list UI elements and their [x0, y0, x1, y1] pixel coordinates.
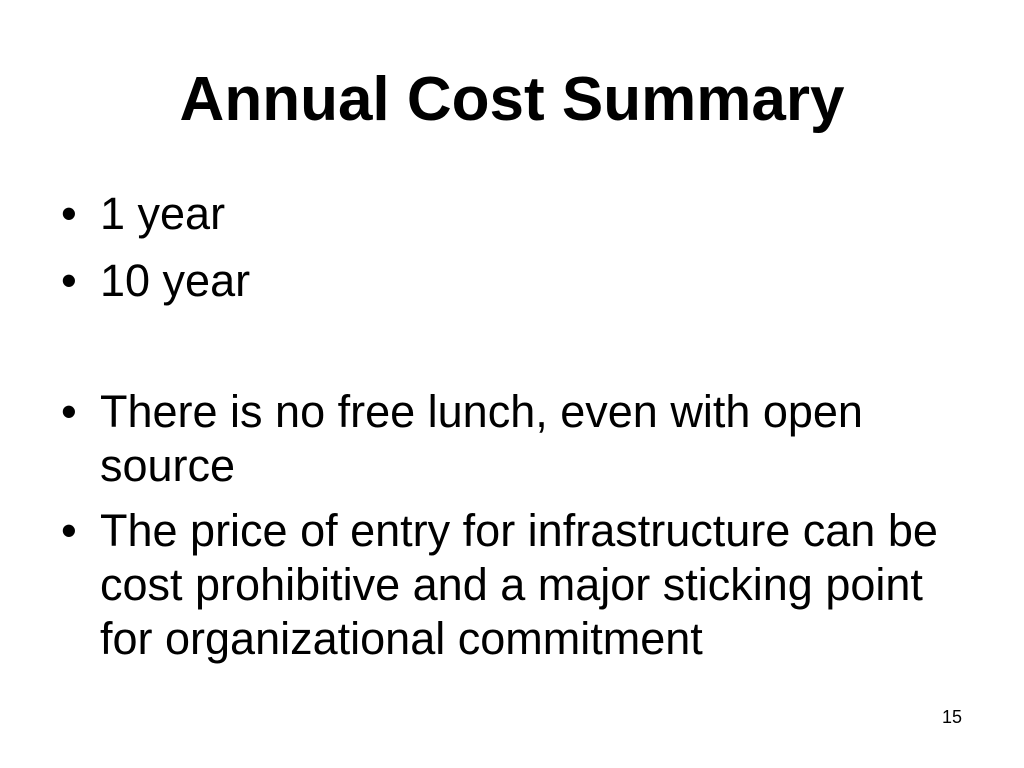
bullet-marker: •: [61, 188, 77, 239]
bullet-item: [0, 504, 970, 666]
bullet-text: There is no free lunch, even with open source: [100, 386, 863, 491]
bullet-marker: •: [61, 255, 77, 306]
bullet-marker: •: [61, 386, 77, 437]
bullet-text: 10 year: [100, 255, 251, 306]
bullet-item: [0, 385, 970, 493]
page-number: 15: [941, 707, 962, 727]
slide-title: Annual Cost Summary: [179, 65, 845, 134]
bullet-item: [0, 254, 970, 308]
bullet-item: [0, 187, 970, 241]
bullet-marker: •: [61, 505, 77, 556]
bullet-text: 1 year: [100, 188, 226, 239]
bullet-text: The price of entry for infrastructure can be cost prohibitive and a major sticking point for organizational commitment: [100, 505, 938, 664]
